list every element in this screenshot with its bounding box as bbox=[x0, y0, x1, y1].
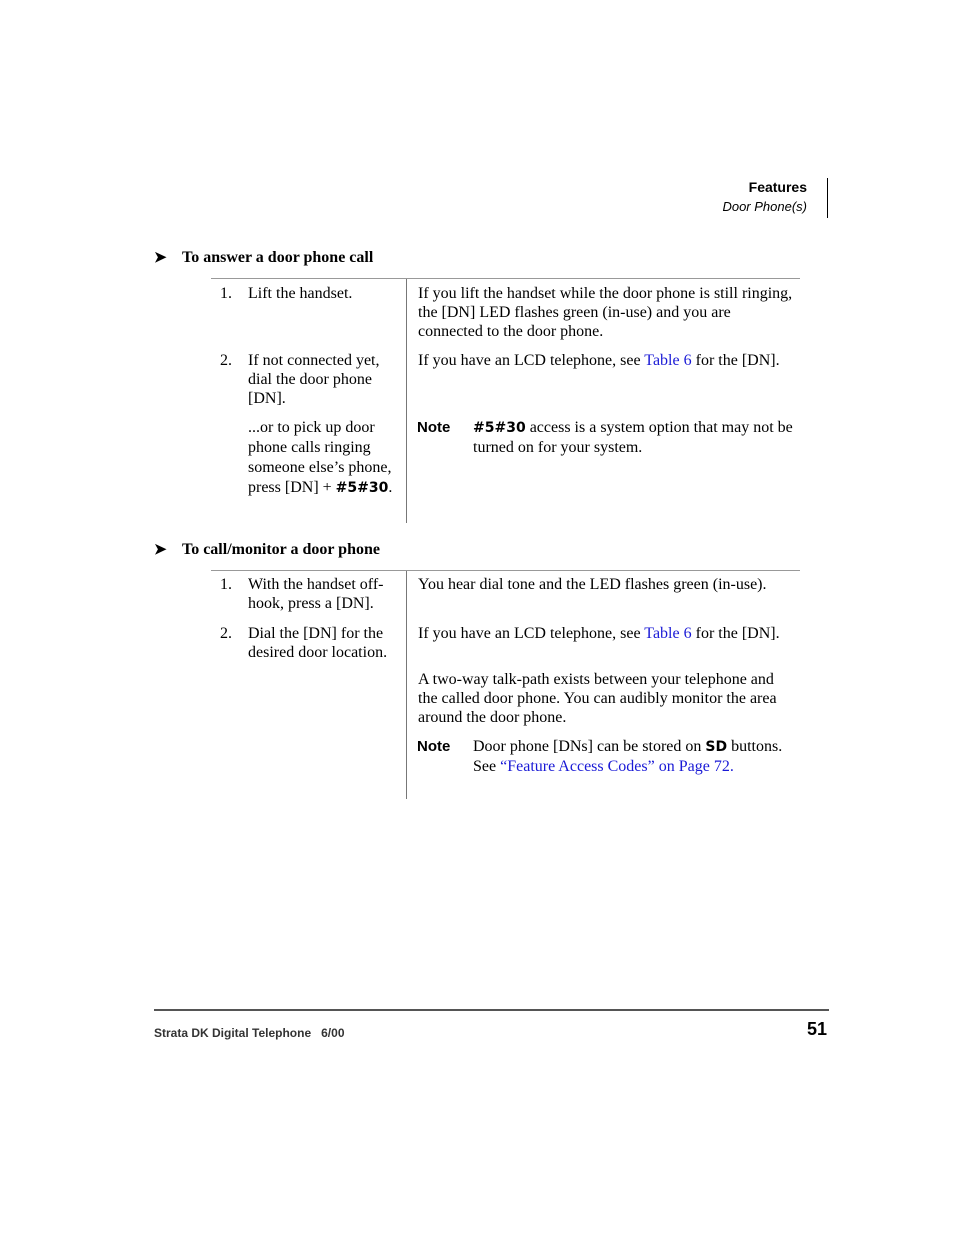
header-subtitle: Door Phone(s) bbox=[722, 199, 807, 214]
footer-rule bbox=[154, 1009, 829, 1011]
procedure-heading-text: To call/monitor a door phone bbox=[182, 541, 380, 558]
footer-document-title: Strata DK Digital Telephone 6/00 bbox=[154, 1026, 345, 1040]
header-title: Features bbox=[748, 179, 807, 195]
note-text: Door phone [DNs] can be stored on SD buttons. See “Feature Access Codes” on Page 72. bbox=[473, 738, 783, 775]
procedure-heading-text: To answer a door phone call bbox=[182, 249, 374, 266]
step-2-result: If you have an LCD telephone, see Table 6 for the [DN]. bbox=[418, 352, 780, 369]
step-2-result: If you have an LCD telephone, see Table 6 for the [DN]. bbox=[418, 625, 780, 642]
table-column-divider bbox=[406, 571, 407, 799]
table-column-divider bbox=[406, 279, 407, 523]
step-number: 1. bbox=[220, 576, 232, 593]
step-text: Lift the handset. bbox=[248, 285, 353, 302]
note-label: Note bbox=[417, 419, 451, 436]
step-text: Dial the [DN] for the desired door location. bbox=[248, 625, 388, 661]
step-text: If not connected yet, dial the door phone [DN]. bbox=[248, 352, 380, 407]
step-1-result: If you lift the handset while the door phone is still ringing, the [DN] LED flashes green (in-use) and you are connected to the door phone. bbox=[418, 285, 793, 340]
step-1-result: You hear dial tone and the LED flashes green (in-use). bbox=[418, 576, 767, 593]
step-number: 1. bbox=[220, 285, 232, 302]
page-number: 51 bbox=[806, 1019, 827, 1039]
button-code: SD bbox=[705, 739, 728, 755]
step-number: 2. bbox=[220, 352, 232, 369]
note-text: #5#30 access is a system option that may not be turned on for your system. bbox=[473, 419, 793, 456]
table-top-rule bbox=[211, 278, 800, 279]
step-text: With the handset off-hook, press a [DN]. bbox=[248, 576, 384, 612]
access-code: #5#30 bbox=[473, 420, 526, 436]
header-divider bbox=[827, 178, 828, 218]
table-top-rule bbox=[211, 570, 800, 571]
table-6-link[interactable]: Table 6 bbox=[644, 352, 692, 369]
procedure-heading-call-monitor bbox=[154, 540, 380, 560]
step-2-result-detail: A two-way talk-path exists between your telephone and the called door phone. You can audibly monitor the area around the door phone. bbox=[418, 671, 777, 726]
step-text: ...or to pick up door phone calls ringing someone else’s phone, press [DN] + #5#30. bbox=[248, 419, 393, 496]
feature-access-codes-link[interactable]: “Feature Access Codes” on Page 72 bbox=[500, 758, 730, 775]
arrow-icon: ➤ bbox=[154, 542, 167, 558]
step-number: 2. bbox=[220, 625, 232, 642]
note-label: Note bbox=[417, 738, 451, 755]
arrow-icon: ➤ bbox=[154, 250, 167, 266]
access-code: #5#30 bbox=[335, 480, 389, 496]
table-6-link[interactable]: Table 6 bbox=[644, 625, 692, 642]
running-header bbox=[722, 177, 817, 217]
procedure-heading-answer bbox=[154, 248, 373, 268]
